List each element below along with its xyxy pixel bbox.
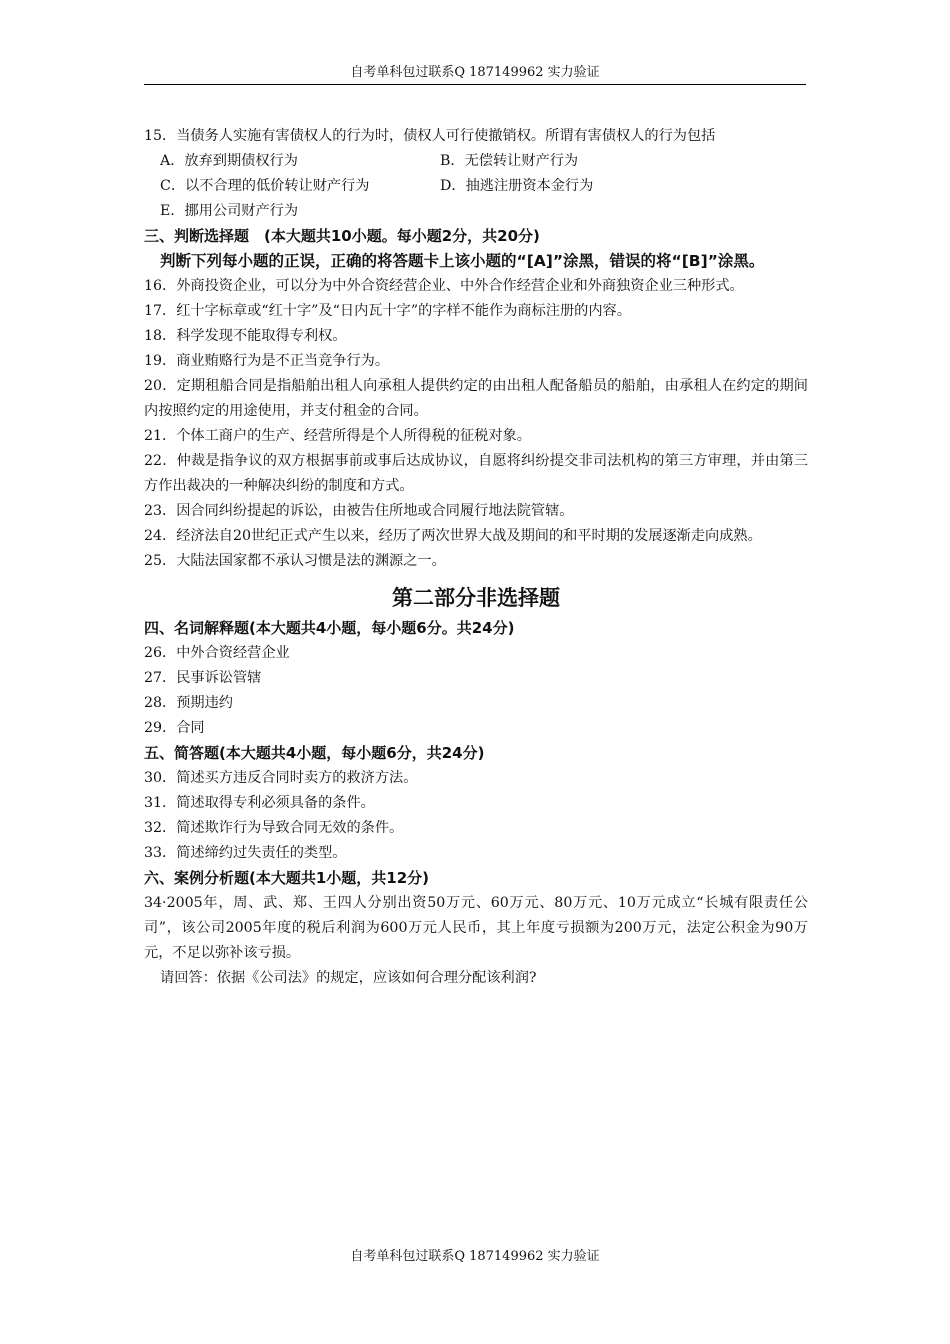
question-20: 20．定期租船合同是指船舶出租人向承租人提供约定的由出租人配备船员的船舶，由承租人在约定的期间内按照约定的用途使用，并支付租金的合同。 bbox=[144, 378, 808, 419]
question-26: 26．中外合资经营企业 bbox=[144, 645, 290, 661]
section-4-title: 四、名词解释题(本大题共4小题，每小题6分。共24分) bbox=[144, 619, 515, 637]
question-28: 28．预期违约 bbox=[144, 695, 233, 711]
section-3-instruction: 判断下列每小题的正误，正确的将答题卡上该小题的“[A]”涂黑，错误的将“[B]”涂黑。 bbox=[160, 252, 765, 270]
page-content bbox=[144, 124, 808, 991]
option-a: A．放弃到期债权行为 bbox=[160, 153, 298, 169]
option-c: C．以不合理的低价转让财产行为 bbox=[160, 178, 370, 194]
question-31: 31．简述取得专利必须具备的条件。 bbox=[144, 795, 375, 811]
section-5-title: 五、简答题(本大题共4小题，每小题6分，共24分) bbox=[144, 744, 485, 762]
question-29: 29．合同 bbox=[144, 720, 205, 736]
question-17: 17．红十字标章或“红十字”及“日内瓦十字”的字样不能作为商标注册的内容。 bbox=[144, 303, 631, 319]
question-27: 27．民事诉讼管辖 bbox=[144, 670, 262, 686]
question-25: 25．大陆法国家都不承认习惯是法的渊源之一。 bbox=[144, 553, 446, 569]
question-34-prompt: 请回答：依据《公司法》的规定，应该如何合理分配该利润? bbox=[160, 970, 537, 986]
question-16: 16．外商投资企业，可以分为中外合资经营企业、中外合作经营企业和外商独资企业三种形式。 bbox=[144, 278, 744, 294]
part-2-title: 第二部分非选择题 bbox=[392, 586, 560, 610]
question-30: 30．简述买方违反合同时卖方的救济方法。 bbox=[144, 770, 418, 786]
question-23: 23．因合同纠纷提起的诉讼，由被告住所地或合同履行地法院管辖。 bbox=[144, 503, 574, 519]
question-15-stem: 15．当债务人实施有害债权人的行为时，债权人可行使撤销权。所谓有害债权人的行为包括 bbox=[144, 128, 716, 144]
question-24: 24．经济法自20世纪正式产生以来，经历了两次世界大战及期间的和平时期的发展逐渐走向成熟。 bbox=[144, 528, 762, 544]
option-e: E．挪用公司财产行为 bbox=[160, 203, 299, 219]
section-3-title: 三、判断选择题 (本大题共10小题。每小题2分，共20分) bbox=[144, 227, 540, 245]
page-footer: 自考单科包过联系Q 187149962 实力验证 bbox=[350, 1249, 600, 1264]
question-21: 21．个体工商户的生产、经营所得是个人所得税的征税对象。 bbox=[144, 428, 531, 444]
option-b: B．无偿转让财产行为 bbox=[440, 153, 579, 169]
option-row bbox=[144, 174, 808, 199]
option-d: D．抽逃注册资本金行为 bbox=[440, 178, 594, 194]
question-33: 33．简述缔约过失责任的类型。 bbox=[144, 845, 347, 861]
question-19: 19．商业贿赂行为是不正当竞争行为。 bbox=[144, 353, 390, 369]
option-row bbox=[144, 199, 808, 224]
question-32: 32．简述欺诈行为导致合同无效的条件。 bbox=[144, 820, 404, 836]
question-34-case: 34·2005年，周、武、郑、王四人分别出资50万元、60万元、80万元、10万元成立“长城有限责任公司”，该公司2005年度的税后利润为600万元人民币，其上年度亏损额为200万元，法定公积金为90万元，不足以弥补该亏损。 bbox=[144, 895, 808, 961]
page-header: 自考单科包过联系Q 187149962 实力验证 bbox=[144, 62, 806, 85]
question-18: 18．科学发现不能取得专利权。 bbox=[144, 328, 347, 344]
option-row bbox=[144, 149, 808, 174]
section-6-title: 六、案例分析题(本大题共1小题，共12分) bbox=[144, 869, 430, 887]
question-22: 22．仲裁是指争议的双方根据事前或事后达成协议，自愿将纠纷提交非司法机构的第三方审理，并由第三方作出裁决的一种解决纠纷的制度和方式。 bbox=[144, 453, 808, 494]
